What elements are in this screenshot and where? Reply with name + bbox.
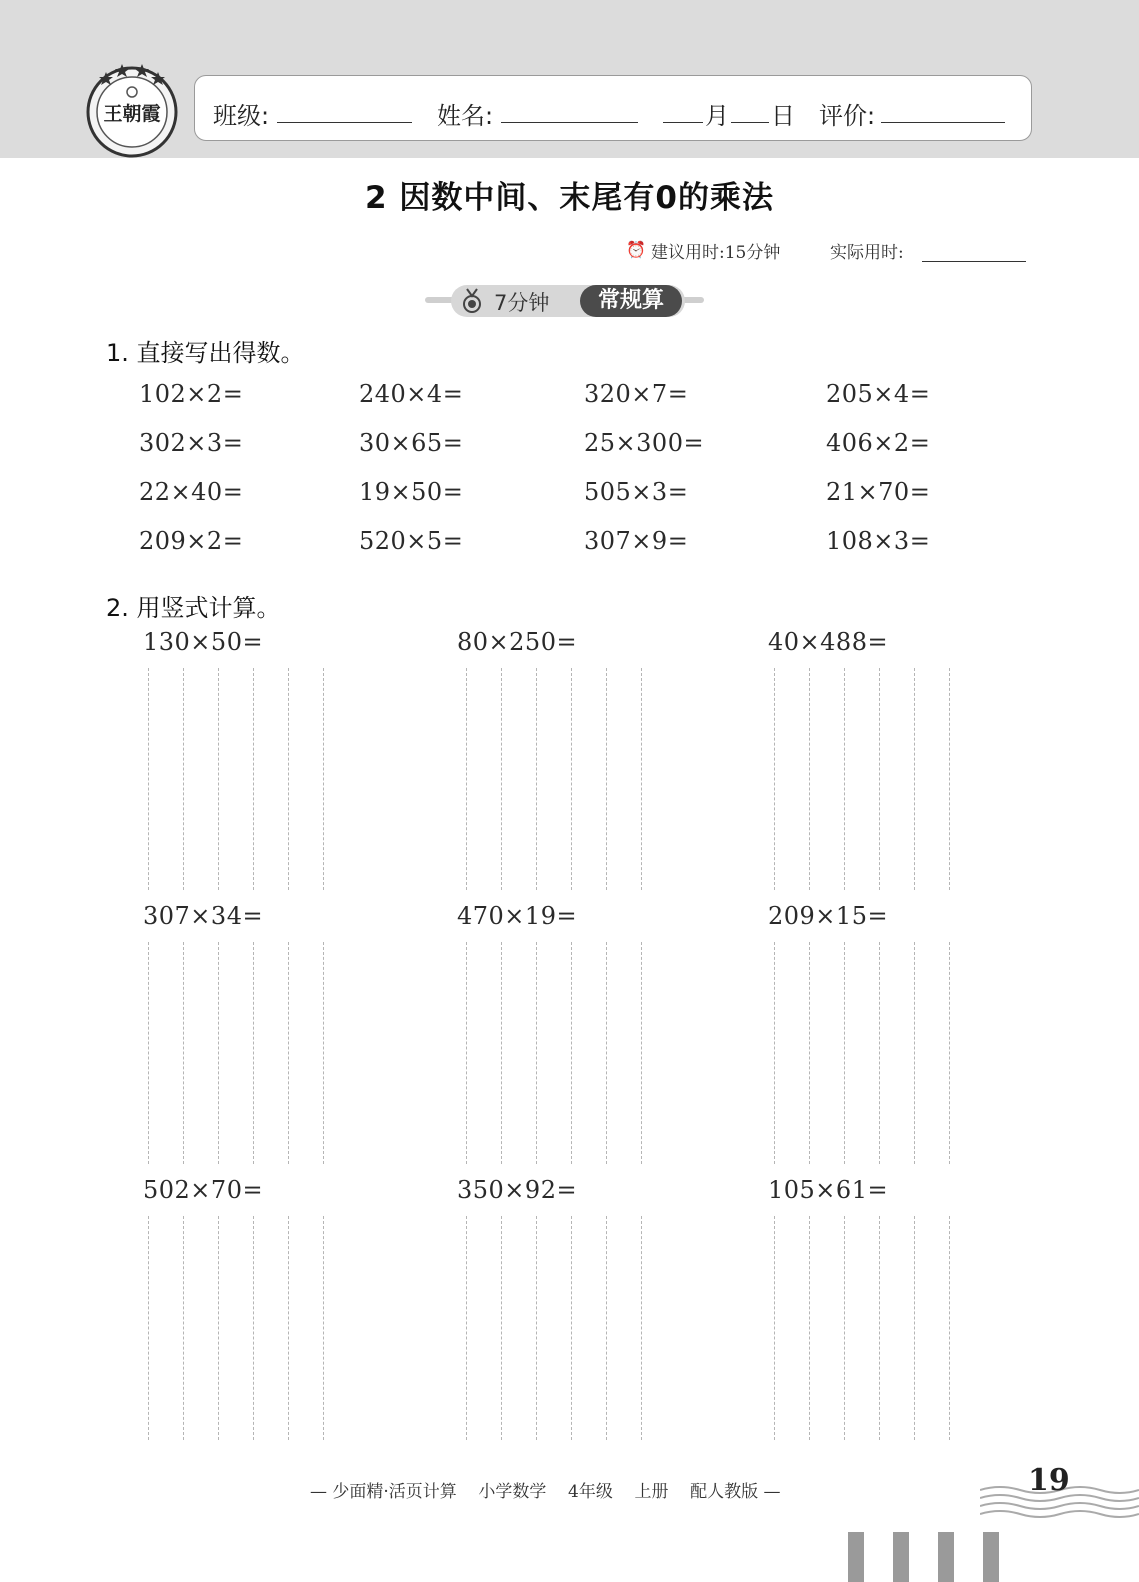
guide-line (606, 942, 607, 1164)
day-label: 日 (771, 102, 795, 130)
guide-line (148, 1216, 149, 1440)
guide-line (571, 668, 572, 890)
footer-bar (893, 1532, 909, 1582)
guide-line (914, 668, 915, 890)
mental-problem: 25×300= (584, 429, 705, 457)
guide-line (879, 668, 880, 890)
vertical-problem: 307×34= (143, 902, 264, 930)
mental-problem: 520×5= (359, 527, 464, 555)
guide-line (809, 942, 810, 1164)
vertical-problem: 350×92= (457, 1176, 578, 1204)
guide-line (288, 1216, 289, 1440)
guide-line (641, 1216, 642, 1440)
name-label: 姓名: (437, 102, 494, 130)
page-title: 2 因数中间、末尾有0的乘法 (365, 180, 774, 216)
actual-time-field[interactable] (922, 261, 1026, 262)
guide-line (536, 942, 537, 1164)
mental-problem: 102×2= (139, 380, 244, 408)
mental-problem: 320×7= (584, 380, 689, 408)
guide-line (914, 942, 915, 1164)
guide-line (183, 668, 184, 890)
day-field[interactable] (731, 122, 769, 123)
logo-text: 王朝霞 (103, 103, 161, 125)
guide-line (253, 668, 254, 890)
rating-field[interactable] (881, 122, 1005, 123)
mental-problem: 302×3= (139, 429, 244, 457)
mental-problem: 205×4= (826, 380, 931, 408)
guide-line (774, 668, 775, 890)
vertical-problem: 80×250= (457, 628, 578, 656)
vertical-problem: 40×488= (768, 628, 889, 656)
guide-line (253, 942, 254, 1164)
guide-line (571, 942, 572, 1164)
guide-line (809, 1216, 810, 1440)
guide-line (844, 942, 845, 1164)
guide-line (571, 1216, 572, 1440)
guide-line (844, 1216, 845, 1440)
class-field[interactable] (277, 122, 412, 123)
guide-line (466, 1216, 467, 1440)
guide-line (641, 668, 642, 890)
guide-line (879, 942, 880, 1164)
footer-bar (983, 1532, 999, 1582)
guide-line (879, 1216, 880, 1440)
mental-problem: 240×4= (359, 380, 464, 408)
rating-label: 评价: (819, 102, 876, 130)
guide-line (774, 942, 775, 1164)
guide-line (253, 1216, 254, 1440)
guide-line (844, 668, 845, 890)
student-info-box (194, 75, 1032, 141)
medal-icon (461, 288, 483, 314)
mental-problem: 30×65= (359, 429, 464, 457)
guide-line (466, 942, 467, 1164)
name-field[interactable] (501, 122, 638, 123)
actual-time-label: 实际用时: (830, 243, 904, 263)
guide-line (641, 942, 642, 1164)
guide-line (606, 668, 607, 890)
guide-line (323, 1216, 324, 1440)
mental-problem: 505×3= (584, 478, 689, 506)
banner-time: 7分钟 (494, 291, 550, 315)
class-label: 班级: (213, 102, 270, 130)
footer-text: — 少面精·活页计算 小学数学 4年级 上册 配人教版 — (310, 1482, 781, 1502)
month-label: 月 (705, 102, 729, 130)
guide-line (183, 942, 184, 1164)
guide-line (501, 942, 502, 1164)
guide-line (218, 942, 219, 1164)
guide-line (536, 1216, 537, 1440)
guide-line (949, 942, 950, 1164)
mental-problem: 22×40= (139, 478, 244, 506)
footer-bar (848, 1532, 864, 1582)
banner-badge: 常规算 (580, 285, 682, 317)
vertical-problem: 209×15= (768, 902, 889, 930)
guide-line (218, 668, 219, 890)
guide-line (323, 668, 324, 890)
guide-line (809, 668, 810, 890)
mental-problem: 21×70= (826, 478, 931, 506)
guide-line (949, 1216, 950, 1440)
guide-line (949, 668, 950, 890)
guide-line (466, 668, 467, 890)
vertical-problem: 130×50= (143, 628, 264, 656)
mental-problem: 108×3= (826, 527, 931, 555)
guide-line (288, 668, 289, 890)
month-field[interactable] (663, 122, 703, 123)
guide-line (288, 942, 289, 1164)
mental-problem: 307×9= (584, 527, 689, 555)
suggested-time: 建议用时:15分钟 (651, 243, 781, 263)
guide-line (606, 1216, 607, 1440)
guide-line (914, 1216, 915, 1440)
vertical-problem: 502×70= (143, 1176, 264, 1204)
mental-problem: 19×50= (359, 478, 464, 506)
guide-line (183, 1216, 184, 1440)
section1-heading: 1. 直接写出得数。 (106, 339, 305, 367)
section2-heading: 2. 用竖式计算。 (106, 594, 281, 622)
guide-line (323, 942, 324, 1164)
guide-line (536, 668, 537, 890)
mental-problem: 406×2= (826, 429, 931, 457)
vertical-problem: 470×19= (457, 902, 578, 930)
footer-bar (938, 1532, 954, 1582)
brand-logo (82, 58, 182, 158)
guide-line (148, 668, 149, 890)
guide-line (218, 1216, 219, 1440)
guide-line (501, 668, 502, 890)
guide-line (774, 1216, 775, 1440)
vertical-problem: 105×61= (768, 1176, 889, 1204)
mental-problem: 209×2= (139, 527, 244, 555)
guide-line (501, 1216, 502, 1440)
page-number: 19 (1028, 1463, 1070, 1498)
clock-icon: ⏰ (626, 240, 646, 259)
guide-line (148, 942, 149, 1164)
